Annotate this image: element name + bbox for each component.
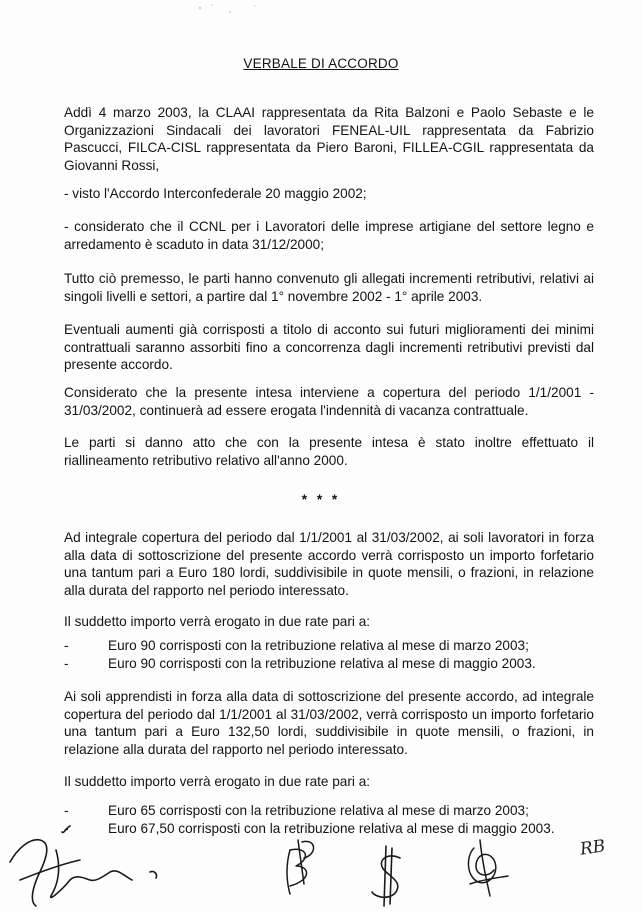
paragraph-parties: Addì 4 marzo 2003, la CLAAI rappresentata da Rita Balzoni e Paolo Sebaste e le Organizzazioni Sindacali dei lavoratori FENEAL-UIL rappresentata da Fabrizio Pascucci, FILCA-CISL rappresentata da Piero Baroni, FILLEA-CGIL rappresentata da Giovanni Rossi, — [64, 105, 594, 173]
paragraph-rate-intro-1: Il suddetto importo verrà erogato in due rate pari a: — [64, 614, 371, 629]
paragraph-premesso: Tutto ciò premesso, le parti hanno convenuto gli allegati incrementi retributivi, relativi ai singoli livelli e settori, a partire dal 1° novembre 2002 - 1° aprile 2003. — [64, 271, 594, 304]
paragraph-aumenti: Eventuali aumenti già corrisposti a titolo di acconto sui futuri miglioramenti dei minimi contrattuali saranno assorbiti fino a concorrenza dagli incrementi retributivi previsti dal presente accordo. — [64, 322, 594, 373]
signature-left — [10, 826, 157, 906]
signature-dollar — [372, 846, 400, 906]
signatures — [0, 820, 642, 911]
paragraph-considerato: - considerato che il CCNL per i Lavoratori delle imprese artigiane del settore legno e arredamento è scaduto in data 31/12/2000; — [64, 219, 594, 252]
scan-specks — [0, 0, 642, 60]
paragraph-una-tantum-apprendisti: Ai soli apprendisti in forza alla data di sottoscrizione del presente accordo, ad integrale copertura del periodo dal 1/1/2001 al 31/03/2002, verrà corrisposto un importo forfetario una tantum pari a Euro 132,50 lordi, suddivisibile in quote mensili, o frazioni, in relazione alla durata del rapporto nel periodo interessato. — [64, 689, 594, 757]
paragraph-periodo: Considerato che la presente intesa interviene a copertura del periodo 1/1/2001 - 31/03/2002, continuerà ad essere erogata l'indennità di vacanza contrattuale. — [64, 385, 594, 418]
list-dash: - — [64, 638, 69, 653]
list-dash: - — [64, 803, 69, 818]
rate-item: Euro 65 corrisposti con la retribuzione relativa al mese di marzo 2003; — [108, 803, 529, 818]
paragraph-visto: - visto l'Accordo Interconfederale 20 maggio 2002; — [64, 186, 367, 201]
signature-circle — [468, 840, 508, 896]
initials-bp — [287, 840, 314, 894]
list-dash: - — [64, 821, 69, 836]
rate-item: Euro 90 corrisposti con la retribuzione relativa al mese di marzo 2003; — [108, 638, 529, 653]
paragraph-riallineamento: Le parti si danno atto che con la presente intesa è stato inoltre effettuato il riallineamento retributivo relativo all'anno 2000. — [64, 435, 594, 468]
list-dash: - — [64, 656, 69, 671]
paragraph-una-tantum-lavoratori: Ad integrale copertura del periodo dal 1/1/2001 al 31/03/2002, ai soli lavoratori in forza alla data di sottoscrizione del presente accordo verrà corrisposto un importo forfetario una tantum pari a Euro 180 lordi, suddivisibile in quote mensili, o frazioni, in relazione alla durata del rapporto nel periodo interessato. — [64, 530, 594, 598]
section-separator: * * * — [301, 492, 341, 507]
document-title: VERBALE DI ACCORDO — [243, 56, 399, 71]
paragraph-rate-intro-2: Il suddetto importo verrà erogato in due rate pari a: — [64, 774, 371, 789]
rate-item: Euro 67,50 corrisposti con la retribuzione relativa al mese di maggio 2003. — [108, 821, 555, 836]
rate-item: Euro 90 corrisposti con la retribuzione relativa al mese di maggio 2003. — [108, 656, 536, 671]
initials-rb-handwritten: RB — [578, 836, 607, 860]
